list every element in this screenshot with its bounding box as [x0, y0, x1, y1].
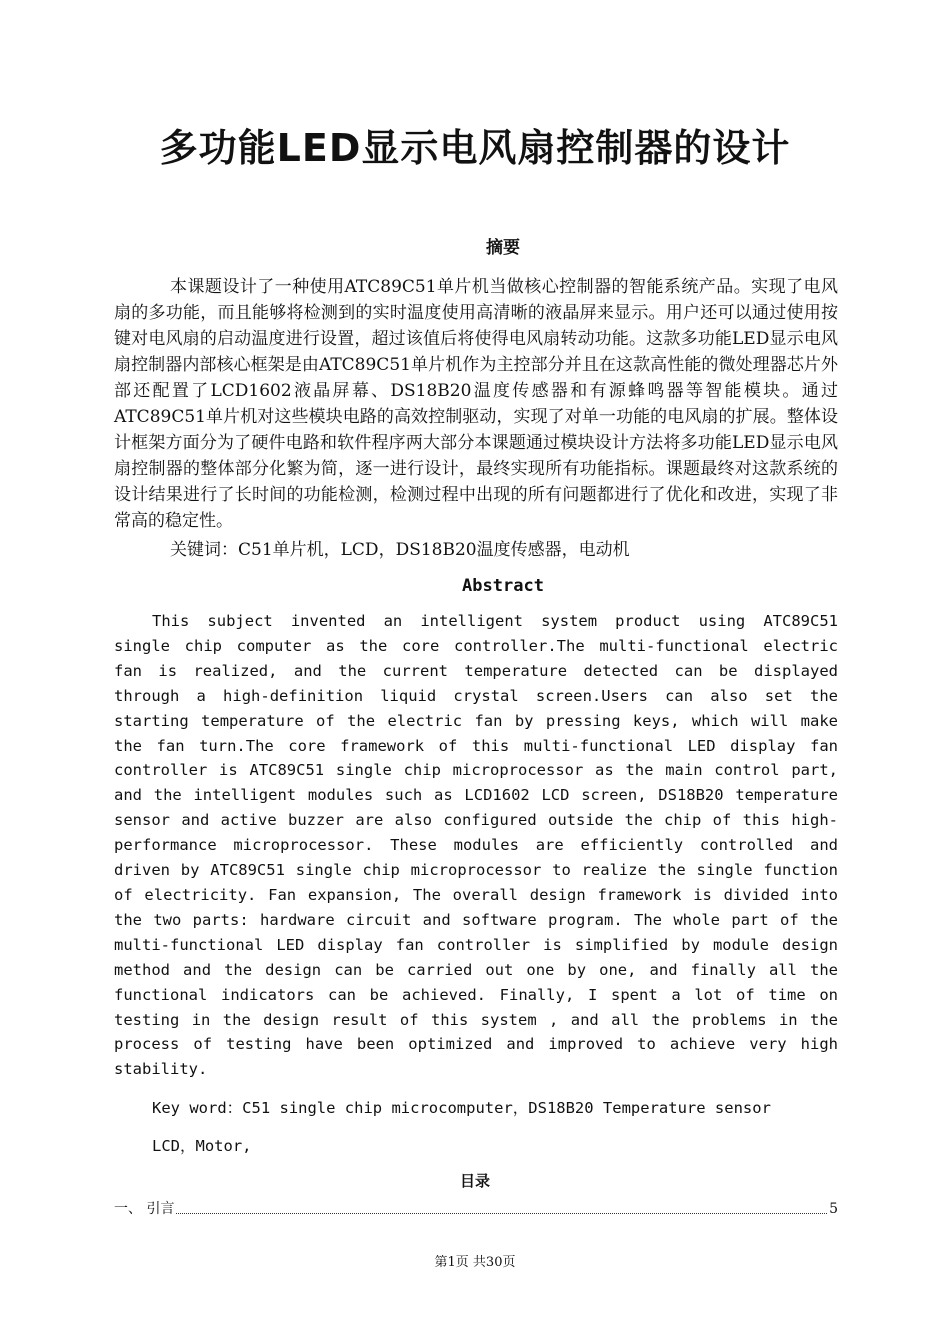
page-footer: 第1页 共30页 [434, 1255, 516, 1270]
english-abstract-heading: Abstract [462, 576, 544, 596]
chinese-abstract-paragraph: 本课题设计了一种使用ATC89C51单片机当做核心控制器的智能系统产品。实现了电风扇的多功能，而且能够将检测到的实时温度使用高清晰的液晶屏来显示。用户还可以通过使用按键对电风扇的启动温度进行设置，超过该值后将使得电风扇转动功能。这款多功能LED显示电风扇控制器内部核心框架是由ATC89C51单片机作为主控部分并且在这款高性能的微处理器芯片外部还配置了LCD1602液晶屏幕、DS18B20温度传感器和有源蜂鸣器等智能模块。通过ATC89C51单片机对这些模块电路的高效控制驱动，实现了对单一功能的电风扇的扩展。整体设计框架方面分为了硬件电路和软件程序两大部分本课题通过模块设计方法将多功能LED显示电风扇控制器的整体部分化繁为简，逐一进行设计，最终实现所有功能指标。课题最终对这款系统的设计结果进行了长时间的功能检测，检测过程中出现的所有问题都进行了优化和改进，实现了非常高的稳定性。 [114, 277, 838, 531]
chinese-keywords: 关键词：C51单片机，LCD，DS18B20温度传感器，电动机 [170, 540, 630, 560]
abstract-heading: 摘要 [486, 238, 520, 258]
toc-entry-label: 一、 引言 [114, 1201, 175, 1217]
toc-heading: 目录 [459, 1172, 490, 1190]
toc-entry-introduction[interactable] [114, 1198, 838, 1218]
document-title: 多功能LED显示电风扇控制器的设计 [159, 126, 791, 170]
english-keywords-continued: LCD，Motor, [152, 1137, 252, 1155]
english-keywords: Key word：C51 single chip microcomputer，DS18B20 Temperature sensor [152, 1099, 771, 1117]
toc-leader-dots [176, 1212, 827, 1214]
toc-entry-page-number: 5 [829, 1201, 838, 1217]
english-abstract-paragraph: This subject invented an intelligent system product using ATC89C51 single chip computer as the core controller.The multi-functional electric fan is realized, and the current temperature detected can be displayed through a high-definition liquid crystal screen.Users can also set the starting temperature of the electric fan by pressing keys, which will make the fan turn.The core framework of this multi-functional LED display fan controller is ATC89C51 single chip microprocessor as the main control part, and the intelligent modules such as LCD1602 LCD screen, DS18B20 temperature sensor and active buzzer are also configured outside the chip of this high-performance microprocessor. These modules are efficiently controlled and driven by ATC89C51 single chip microprocessor to realize the single function of electricity. Fan expansion, The overall design framework is divided into the two parts: hardware circuit and software program. The whole part of the multi-functional LED display fan controller is simplified by module design method and the design can be carried out one by one, and finally all the functional indicators can be achieved. Finally, I spent a lot of time on testing in the design result of this system , and all the problems in the process of testing have been optimized and improved to achieve very high stability. [114, 612, 838, 1079]
